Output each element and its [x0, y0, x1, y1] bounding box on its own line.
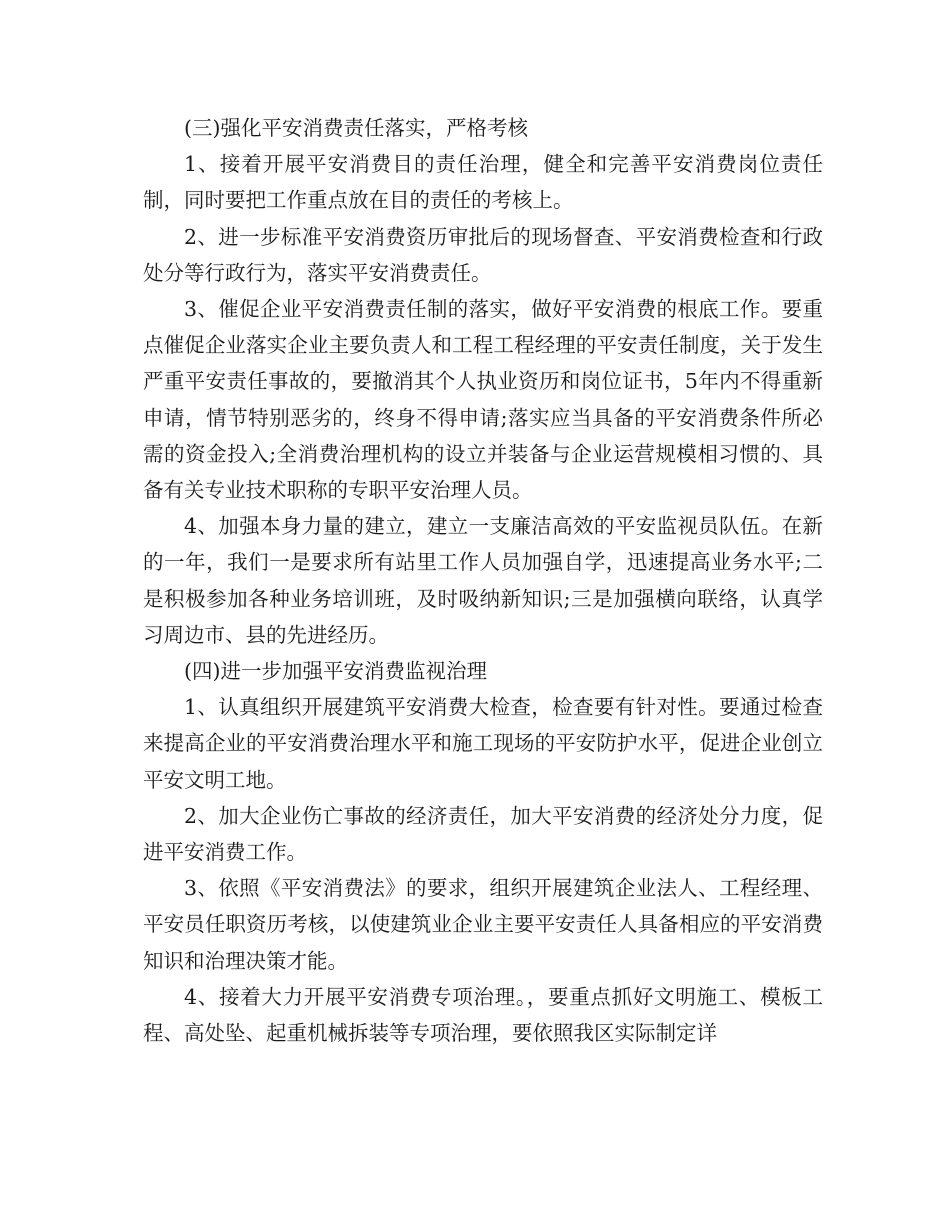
section-heading-4: (四)进一步加强平安消费监视治理: [184, 659, 487, 684]
section-heading-3: (三)强化平安消费责任落实，严格考核: [184, 116, 528, 140]
paragraph-3-3: 3、催促企业平安消费责任制的落实，做好平安消费的根底工作。要重点催促企业落实企业主要负责人和工程工程经理的平安责任制度，关于发生严重平安责任事故的，要撤消其个人执业资历和岗位证书，5年内不得重新申请，情节特别恶劣的，终身不得申请;落实应当具备的平安消费条件所必需的资金投入;全消费治理机构的设立并装备与企业运营规模相习惯的、具备有关专业技术职称的专职平安治理人员。: [143, 297, 823, 503]
paragraph-4-2: 2、加大企业伤亡事故的经济责任，加大平安消费的经济处分力度，促进平安消费工作。: [143, 803, 823, 865]
paragraph-4-4: 4、接着大力开展平安消费专项治理。，要重点抓好文明施工、模板工程、高处坠、起重机械拆装等专项治理，要依照我区实际制定详: [143, 984, 823, 1046]
paragraph-3-1: 1、接着开展平安消费目的责任治理，健全和完善平安消费岗位责任制，同时要把工作重点放在目的责任的考核上。: [143, 152, 823, 213]
paragraph-4-3: 3、依照《平安消费法》的要求，组织开展建筑企业法人、工程经理、平安员任职资历考核，以使建筑业企业主要平安责任人具备相应的平安消费知识和治理决策才能。: [143, 876, 823, 973]
document-page: [143, 110, 823, 1051]
paragraph-4-1: 1、认真组织开展建筑平安消费大检查，检查要有针对性。要通过检查来提高企业的平安消费治理水平和施工现场的平安防护水平，促进企业创立平安文明工地。: [143, 695, 823, 792]
paragraph-3-4: 4、加强本身力量的建立，建立一支廉洁高效的平安监视员队伍。在新的一年，我们一是要求所有站里工作人员加强自学，迅速提高业务水平;二是积极参加各种业务培训班，及时吸纳新知识;三是加强横向联络，认真学习周边市、县的先进经历。: [143, 514, 823, 647]
paragraph-3-2: 2、进一步标准平安消费资历审批后的现场督查、平安消费检查和行政处分等行政行为，落实平安消费责任。: [143, 224, 823, 285]
